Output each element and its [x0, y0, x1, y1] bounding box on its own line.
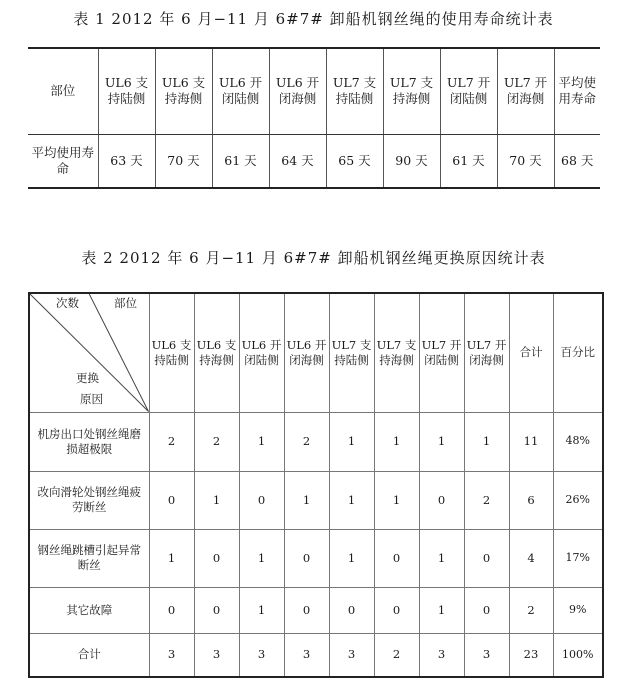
table-cell: 2	[149, 412, 194, 471]
table-cell: 100%	[553, 633, 603, 677]
table-cell: 3	[329, 633, 374, 677]
table-cell: 1	[239, 412, 284, 471]
column-header: UL6 支持海侧	[194, 293, 239, 412]
table-cell: 0	[149, 471, 194, 529]
column-header: UL7 开闭陆侧	[440, 48, 497, 134]
table-cell: 0	[419, 471, 464, 529]
column-header: 合计	[509, 293, 553, 412]
table-cell: 3	[239, 633, 284, 677]
table-cell: 3	[194, 633, 239, 677]
table-row	[29, 529, 603, 587]
diagonal-corner-header	[29, 293, 149, 412]
row-label: 其它故障	[29, 587, 149, 633]
table-cell: 68 天	[554, 134, 600, 188]
column-header: UL7 支持陆侧	[326, 48, 383, 134]
table-cell: 0	[194, 529, 239, 587]
table-cell: 1	[419, 587, 464, 633]
table-cell: 9%	[553, 587, 603, 633]
table-cell: 1	[329, 412, 374, 471]
table-cell: 2	[509, 587, 553, 633]
row-label: 合计	[29, 633, 149, 677]
table-cell: 65 天	[326, 134, 383, 188]
table-cell: 2	[284, 412, 329, 471]
table-cell: 1	[329, 471, 374, 529]
column-header: UL6 开闭海侧	[269, 48, 326, 134]
table-cell: 6	[509, 471, 553, 529]
table-cell: 3	[284, 633, 329, 677]
corner-label-count: 次数	[56, 296, 79, 310]
column-header: UL6 支持海侧	[155, 48, 212, 134]
table-cell: 1	[239, 529, 284, 587]
table-cell: 1	[284, 471, 329, 529]
table1-caption: 表 1 2012 年 6 月−11 月 6#7# 卸船机钢丝绳的使用寿命统计表	[73, 10, 554, 28]
table-cell: 0	[464, 529, 509, 587]
table-cell: 17%	[553, 529, 603, 587]
table-cell: 2	[464, 471, 509, 529]
column-header: 百分比	[553, 293, 603, 412]
column-header: UL7 开闭陆侧	[419, 293, 464, 412]
corner-label-replace: 更换	[76, 371, 99, 385]
table-cell: 63 天	[98, 134, 155, 188]
table-cell: 0	[239, 471, 284, 529]
column-header: UL6 开闭海侧	[284, 293, 329, 412]
row-label: 机房出口处钢丝绳磨损超极限	[29, 412, 149, 471]
table-header-row	[29, 293, 603, 412]
table-cell: 2	[194, 412, 239, 471]
table-cell: 3	[419, 633, 464, 677]
table-cell: 0	[284, 587, 329, 633]
table-cell: 4	[509, 529, 553, 587]
column-header: UL7 支持陆侧	[329, 293, 374, 412]
table-cell: 0	[464, 587, 509, 633]
row-label: 钢丝绳跳槽引起异常断丝	[29, 529, 149, 587]
table-cell: 0	[329, 587, 374, 633]
table-row	[29, 471, 603, 529]
corner-header: 部位	[28, 48, 98, 134]
row-label: 平均使用寿命	[28, 134, 98, 188]
table-cell: 1	[374, 471, 419, 529]
table-cell: 90 天	[383, 134, 440, 188]
lifetime-table	[28, 47, 600, 189]
table-cell: 3	[149, 633, 194, 677]
table2-caption: 表 2 2012 年 6 月−11 月 6#7# 卸船机钢丝绳更换原因统计表	[81, 249, 546, 267]
table-total-row	[29, 633, 603, 677]
table-cell: 26%	[553, 471, 603, 529]
table-cell: 1	[194, 471, 239, 529]
corner-label-position: 部位	[114, 296, 137, 310]
table-cell: 64 天	[269, 134, 326, 188]
corner-label-reason: 原因	[80, 392, 103, 406]
table-cell: 70 天	[155, 134, 212, 188]
table-cell: 23	[509, 633, 553, 677]
table-cell: 1	[149, 529, 194, 587]
table-cell: 48%	[553, 412, 603, 471]
column-header: UL7 支持海侧	[374, 293, 419, 412]
table-cell: 3	[464, 633, 509, 677]
table-cell: 0	[149, 587, 194, 633]
table-cell: 2	[374, 633, 419, 677]
table-cell: 61 天	[212, 134, 269, 188]
column-header: UL6 支持陆侧	[149, 293, 194, 412]
column-header: UL6 支持陆侧	[98, 48, 155, 134]
table-cell: 1	[329, 529, 374, 587]
table-header-row	[28, 48, 600, 134]
table-cell: 0	[374, 529, 419, 587]
table-cell: 0	[284, 529, 329, 587]
table-cell: 0	[374, 587, 419, 633]
table-cell: 1	[419, 412, 464, 471]
table-cell: 1	[239, 587, 284, 633]
table-cell: 70 天	[497, 134, 554, 188]
row-label: 改向滑轮处钢丝绳疲劳断丝	[29, 471, 149, 529]
table-cell: 1	[419, 529, 464, 587]
column-header: UL7 支持海侧	[383, 48, 440, 134]
column-header: 平均使用寿命	[554, 48, 600, 134]
table-cell: 1	[464, 412, 509, 471]
column-header: UL7 开闭海侧	[464, 293, 509, 412]
table-cell: 1	[374, 412, 419, 471]
table-cell: 61 天	[440, 134, 497, 188]
table-cell: 0	[194, 587, 239, 633]
table-row	[29, 412, 603, 471]
column-header: UL6 开闭陆侧	[212, 48, 269, 134]
table-cell: 11	[509, 412, 553, 471]
column-header: UL7 开闭海侧	[497, 48, 554, 134]
table-row	[28, 134, 600, 188]
table-row	[29, 587, 603, 633]
column-header: UL6 开闭陆侧	[239, 293, 284, 412]
replacement-reason-table	[28, 292, 604, 678]
